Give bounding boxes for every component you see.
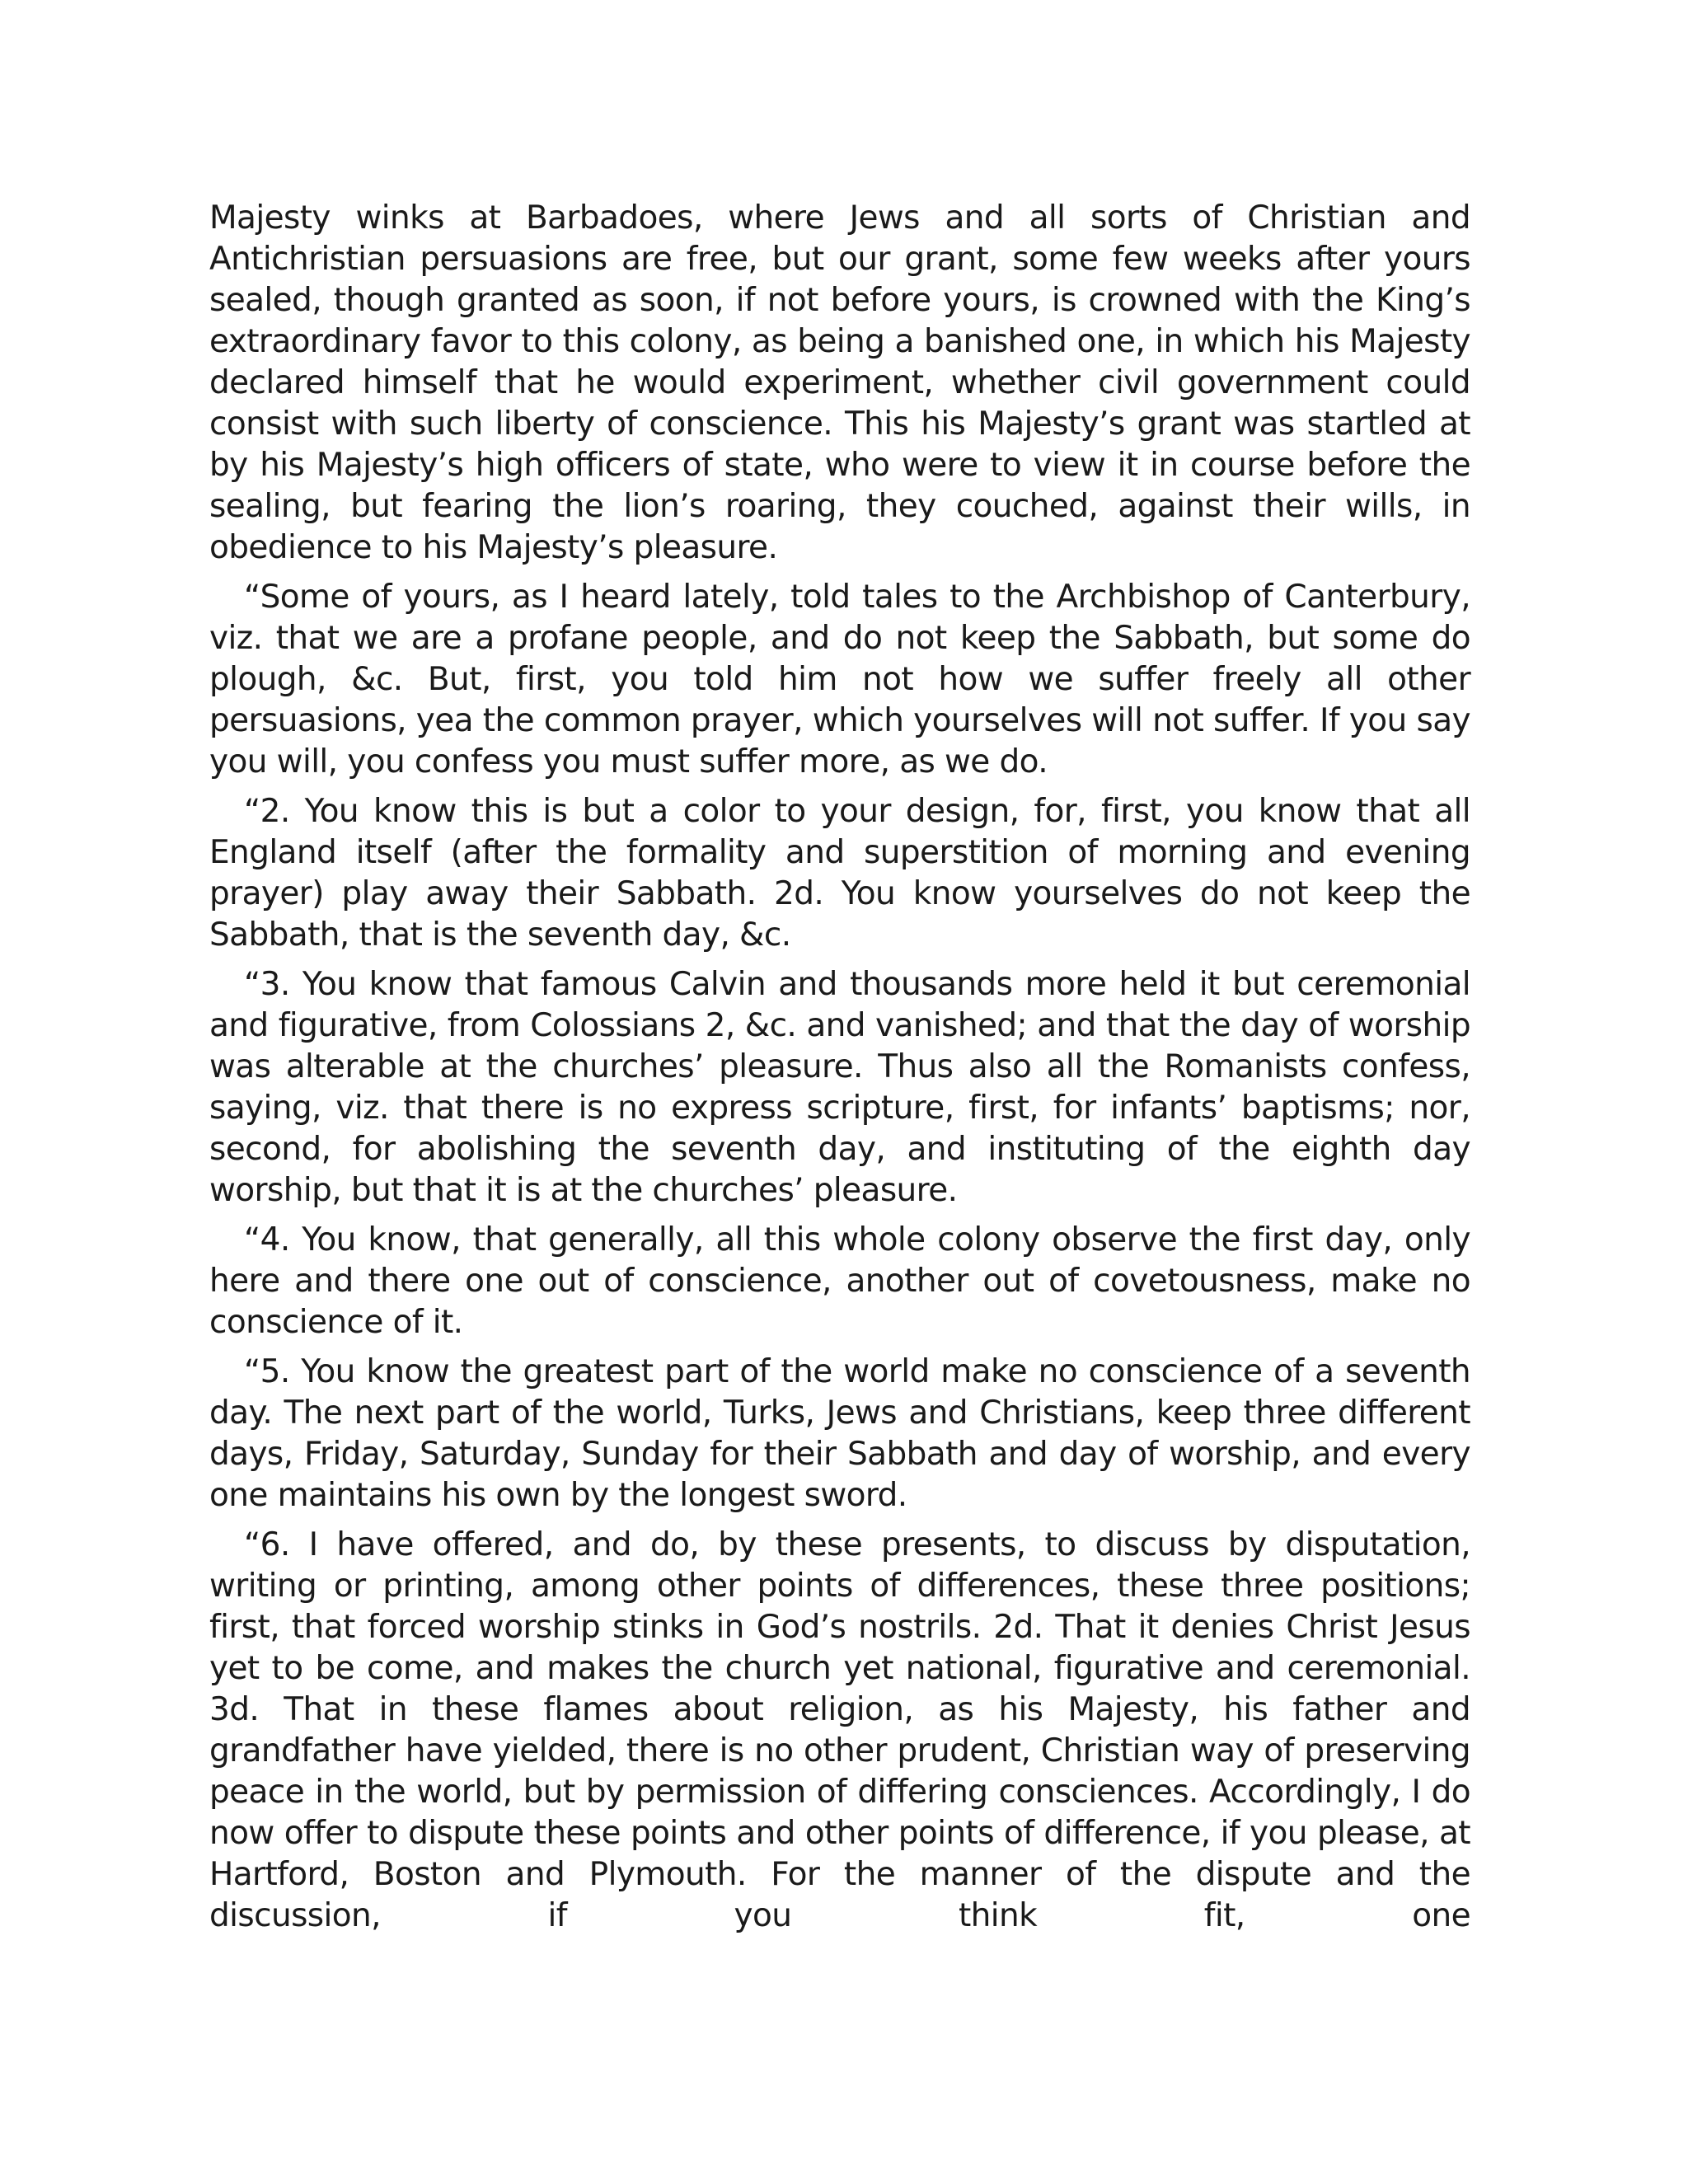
paragraph-majesty-grant: Majesty winks at Barbadoes, where Jews and all sorts of Christian and Antichristian persuasions are free, but our grant, some few weeks after yours sealed, though granted as soon, if not before yours, is crowned with the King’s extraordinary favor to this colony, as being a banished one, in which his Majesty declared himself that he would experiment, whether civil government could consist with such liberty of conscience. This his Majesty’s grant was startled at by his Majesty’s high officers of state, who were to view it in course before the sealing, but fearing the lion’s roaring, they couched, against their wills, in obedience to his Majesty’s pleasure. — [209, 199, 1470, 566]
paragraph-point-2: “2. You know this is but a color to your design, for, first, you know that all England itself (after the formality and superstition of morning and evening prayer) play away their Sabbath. 2d. You know yourselves do not keep the Sabbath, that is the seventh day, &c. — [209, 793, 1470, 954]
paragraph-point-5: “5. You know the greatest part of the world make no conscience of a seventh day. The next part of the world, Turks, Jews and Christians, keep three different days, Friday, Saturday, Sunday for their Sabbath and day of worship, and every one maintains his own by the longest sword. — [209, 1353, 1470, 1514]
document-page — [209, 198, 1470, 1945]
paragraph-point-4: “4. You know, that generally, all this whole colony observe the first day, only here and there one out of conscience, another out of covetousness, make no conscience of it. — [209, 1221, 1470, 1341]
paragraph-archbishop-tales: “Some of yours, as I heard lately, told tales to the Archbishop of Canterbury, viz. that we are a profane people, and do not keep the Sabbath, but some do plough, &c. But, first, you told him not how we suffer freely all other persuasions, yea the common prayer, which yourselves will not suffer. If you say you will, you confess you must suffer more, as we do. — [209, 579, 1470, 780]
paragraph-point-6: “6. I have offered, and do, by these presents, to discuss by disputation, writing or printing, among other points of differences, these three positions; first, that forced worship stinks in God’s nostrils. 2d. That it denies Christ Jesus yet to be come, and makes the church yet national, figurative and ceremonial. 3d. That in these flames about religion, as his Majesty, his father and grandfather have yielded, there is no other prudent, Christian way of preserving peace in the world, but by permission of differing consciences. Accordingly, I do now offer to dispute these points and other points of difference, if you please, at Hartford, Boston and Plymouth. For the manner of the dispute and the discussion, if you think fit, one — [209, 1526, 1470, 1934]
paragraph-point-3: “3. You know that famous Calvin and thousands more held it but ceremonial and figurative, from Colossians 2, &c. and vanished; and that the day of worship was alterable at the churches’ pleasure. Thus also all the Romanists confess, saying, viz. that there is no express scripture, first, for infants’ baptisms; nor, second, for abolishing the seventh day, and instituting of the eighth day worship, but that it is at the churches’ pleasure. — [209, 966, 1470, 1209]
